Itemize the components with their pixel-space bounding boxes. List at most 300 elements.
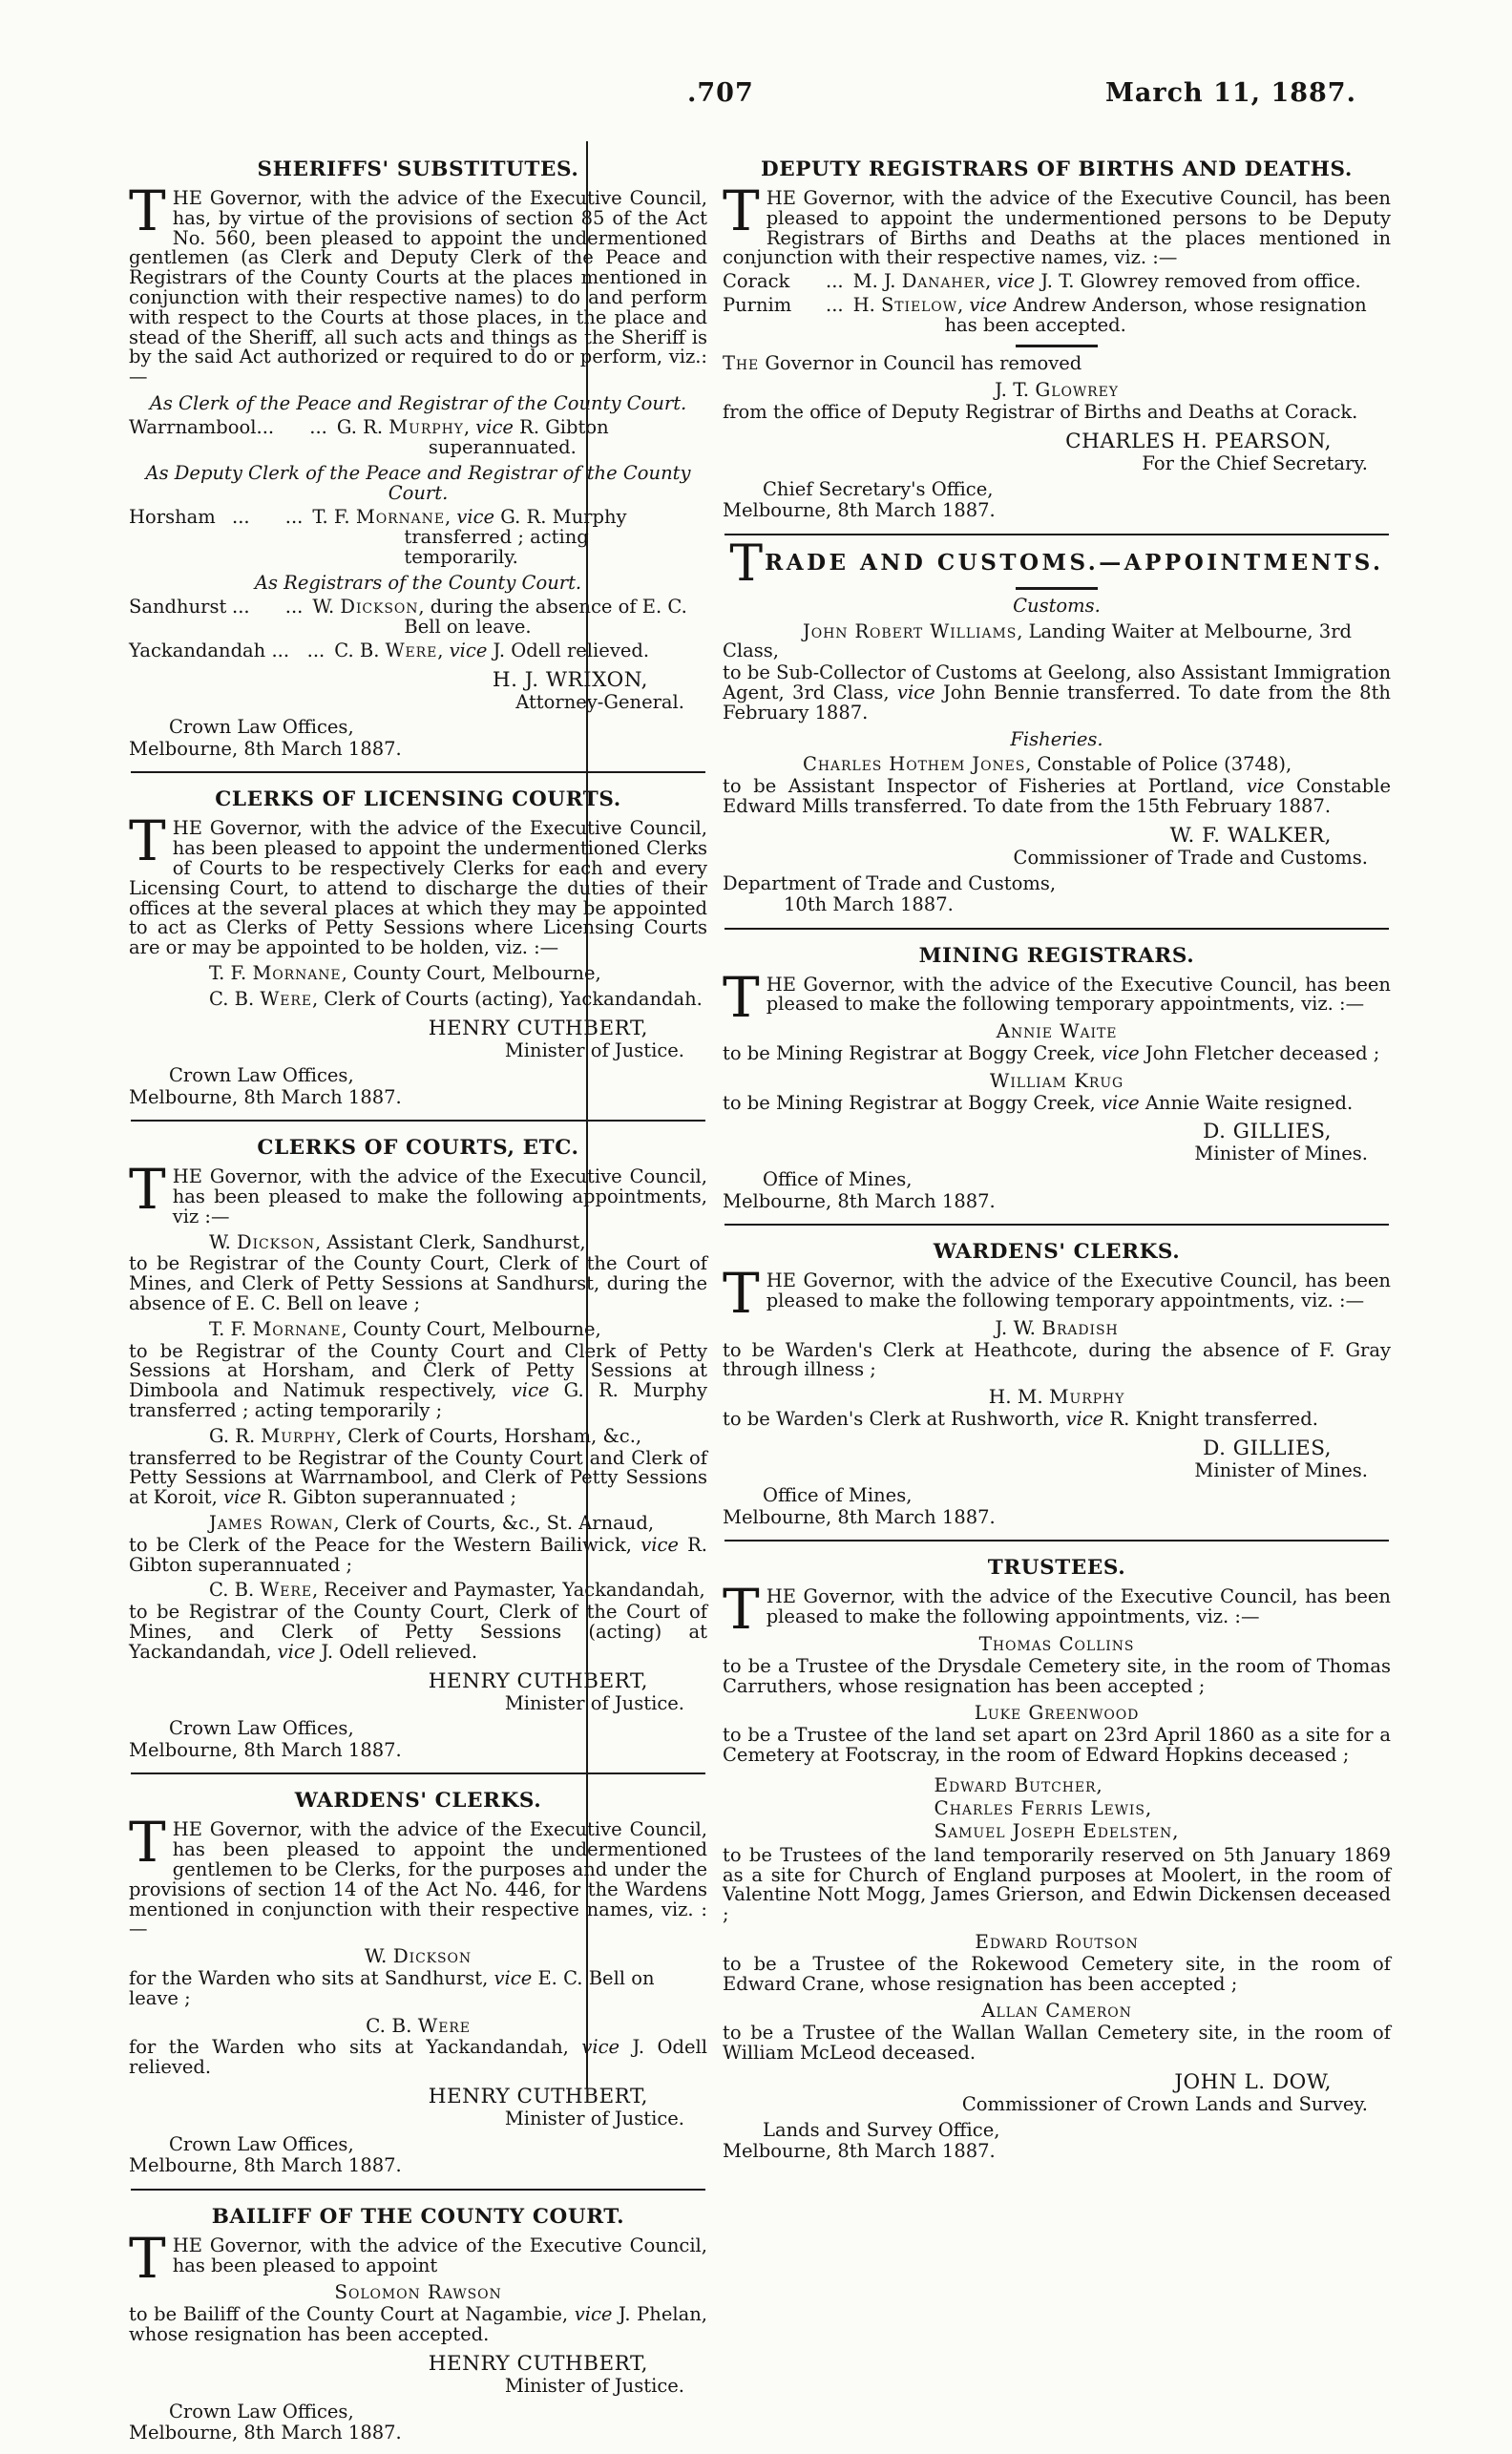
latin-vice: vice: [475, 415, 514, 438]
office-dateline-line: Crown Law Offices,: [169, 1717, 354, 1740]
signature-title: Commissioner of Trade and Customs.: [1013, 846, 1368, 869]
sub-heading: Fisheries.: [1010, 727, 1103, 750]
appointee-name: [723, 1315, 1391, 1339]
appointee-name: Samuel Joseph Edelsten,: [934, 1818, 1180, 1842]
notice-paragraph: [723, 1407, 1391, 1430]
office-dateline-line: Melbourne, 8th March 1887.: [129, 1085, 402, 1108]
office-dateline: [129, 2402, 707, 2444]
appointee-name: [723, 1634, 1391, 1654]
section-heading: CLERKS OF COURTS, ETC.: [257, 1136, 579, 1161]
signature-name: JOHN L. DOW,: [1174, 2069, 1332, 2094]
text-run: T. F.: [209, 1317, 253, 1340]
big-initial-letter: T: [729, 535, 764, 593]
notice-paragraph: [129, 1514, 707, 1534]
office-dateline-line: Crown Law Offices,: [169, 716, 354, 739]
text-run: Governor in Council has removed: [759, 351, 1082, 374]
signature-title: Attorney-General.: [515, 690, 684, 713]
notice-paragraph: [723, 777, 1391, 817]
text-run: Glowrey: [1035, 378, 1119, 402]
drop-cap-letter: T: [129, 2225, 166, 2291]
notice-paragraph: [723, 619, 1391, 662]
text-run: John Fletcher deceased ;: [1139, 1041, 1380, 1064]
latin-vice: vice: [449, 639, 488, 661]
office-dateline-line: Crown Law Offices,: [169, 2400, 354, 2423]
text-run: T. F.: [312, 505, 356, 528]
text-run: R. Gibton superannuated ;: [261, 1486, 517, 1509]
latin-vice: vice: [969, 293, 1008, 316]
notice-paragraph: [723, 2024, 1391, 2064]
text-run: for the Warden who sits at Sandhurst,: [129, 1967, 494, 1989]
big-section-heading: [723, 535, 1391, 593]
drop-cap-letter: T: [129, 808, 166, 874]
text-run: to be a Trustee of the Rokewood Cemetery site, in the room of Edward Crane, whose resignation has been accepted ;: [723, 1952, 1391, 1995]
notice-section-wardens-clerks-right: [723, 1240, 1391, 1542]
signature-title: Minister of Justice.: [504, 1691, 684, 1714]
notice-paragraph: [129, 1317, 707, 1340]
leader-dots: ... ...: [265, 639, 326, 661]
appointment-entry: [129, 641, 707, 661]
notice-section-trade-and-customs-appointments: [723, 535, 1391, 930]
latin-vice: vice: [494, 1967, 533, 1989]
notice-paragraph: [129, 1339, 707, 1422]
entry-text: [853, 272, 1391, 292]
latin-vice: vice: [997, 270, 1036, 293]
appointee-name: [723, 1021, 1391, 1041]
office-dateline: [723, 2120, 1391, 2163]
text-run: G. R. Murphy transferred ; acting temporarily ;: [129, 1379, 707, 1422]
big-heading-text: RADE AND CUSTOMS.—APPOINTMENTS.: [765, 549, 1384, 576]
notice-paragraph: [129, 1424, 707, 1447]
text-run: Thomas Collins: [978, 1632, 1135, 1656]
text-run: G. R.: [336, 415, 389, 438]
short-divider-rule: [1016, 587, 1098, 590]
text-run: , Constable of Police (3748),: [1025, 753, 1292, 776]
text-run: Stielow: [881, 293, 957, 316]
appointee-name: [723, 380, 1391, 400]
notice-paragraph: [129, 1603, 707, 1662]
sub-heading: As Clerk of the Peace and Registrar of the County Court.: [149, 391, 687, 414]
text-run: Bradish: [1041, 1315, 1119, 1339]
latin-vice: vice: [1065, 1407, 1104, 1430]
latin-vice: vice: [222, 1486, 262, 1509]
signature-title: Minister of Mines.: [1194, 1143, 1368, 1165]
text-run: ,: [444, 505, 457, 528]
notice-paragraph: [129, 1230, 707, 1253]
office-dateline: [723, 479, 1391, 522]
text-run: HE Governor, with the advice of the Executive Council, has been pleased to make the following temporary appointments, viz. :—: [766, 973, 1391, 1016]
notice-paragraph: [723, 755, 1391, 775]
notice-paragraph: [129, 1533, 707, 1576]
text-run: ,: [437, 639, 450, 661]
text-run: Were: [385, 639, 438, 661]
signature-title: Minister of Justice.: [504, 2107, 684, 2129]
appointee-name: [129, 1946, 707, 1966]
office-dateline: [723, 1485, 1391, 1528]
text-run: to be Sub-Collector of Customs at Geelong, also Assistant Immigration Agent, 3rd Class,: [723, 661, 1391, 703]
notice-paragraph: [723, 663, 1391, 723]
text-run: J. T.: [995, 378, 1036, 402]
text-run: R. Knight transferred.: [1103, 1407, 1318, 1430]
text-run: Solomon Rawson: [334, 2280, 502, 2304]
signature-name: HENRY CUTHBERT,: [428, 1016, 648, 1040]
signature-block: [723, 2070, 1391, 2115]
entry-text: [312, 598, 707, 638]
text-run: ,: [956, 293, 970, 316]
text-run: for the Warden who sits at Yackandandah,: [129, 2036, 582, 2059]
signature-title: Minister of Justice.: [504, 1038, 684, 1061]
appointee-name: [723, 2001, 1391, 2021]
office-dateline-line: Department of Trade and Customs,: [723, 871, 1057, 894]
drop-cap-letter: T: [723, 1577, 760, 1643]
section-divider-rule: [131, 771, 705, 773]
leader-dots: ... ...: [232, 505, 304, 528]
page-header: [0, 78, 1512, 122]
office-dateline-line: Melbourne, 8th March 1887.: [723, 2140, 996, 2163]
text-run: H.: [852, 293, 882, 316]
text-run: C. B.: [209, 987, 261, 1010]
notice-paragraph: [723, 1654, 1391, 1697]
leader-dots: ...: [826, 270, 844, 293]
text-run: The: [723, 351, 760, 374]
appointee-name: [723, 1932, 1391, 1952]
place-name: Yackandandah: [129, 639, 266, 661]
place-name: Sandhurst: [129, 596, 227, 619]
office-dateline-line: Melbourne, 8th March 1887.: [129, 1738, 402, 1761]
section-divider-rule: [724, 534, 1389, 535]
signature-block: [723, 430, 1391, 474]
text-run: to be Registrar of the County Court, Clerk of the Court of Mines, and Clerk of Petty Sessions (acting) at Yackandandah,: [129, 1601, 707, 1663]
sub-heading: As Registrars of the County Court.: [254, 572, 582, 595]
notice-paragraph: [723, 1726, 1391, 1766]
text-run: C. B.: [334, 639, 386, 661]
entry-text: [334, 641, 707, 661]
leader-dots: ...: [826, 293, 844, 316]
notice-paragraph: [723, 964, 1391, 1030]
text-run: , Landing Waiter at Melbourne, 3rd Class,: [723, 619, 1352, 662]
signature-title: For the Chief Secretary.: [1142, 451, 1368, 474]
text-run: to be Trustees of the land temporarily reserved on 5th January 1869 as a site for Church of England purposes at Moolert, in the room of Valentine Nott Mogg, James Grierson, and Edwin Dickensen deceased ;: [723, 1843, 1391, 1926]
notice-paragraph: [723, 1843, 1391, 1926]
text-run: , County Court, Melbourne,: [341, 1317, 601, 1340]
text-run: , during the absence of E. C. Bell on leave.: [404, 596, 687, 638]
office-dateline-line: Office of Mines,: [763, 1168, 913, 1191]
notice-paragraph: [129, 1446, 707, 1509]
text-run: from the office of Deputy Registrar of Births and Deaths at Corack.: [723, 401, 1358, 424]
notice-paragraph: [129, 1254, 707, 1313]
text-run: Dickson: [237, 1230, 315, 1253]
section-divider-rule: [724, 928, 1389, 930]
text-run: , Clerk of Courts (acting), Yackandandah.: [311, 987, 703, 1010]
office-dateline-line: Melbourne, 8th March 1887.: [723, 1189, 996, 1212]
section-heading: BAILIFF OF THE COUNTY COURT.: [211, 2204, 625, 2229]
notice-section-clerks-of-licensing-courts: [129, 787, 707, 1122]
leader-dots: ... ...: [232, 596, 304, 619]
sub-heading: Customs.: [1013, 594, 1101, 617]
entry-text: [852, 293, 1391, 336]
office-dateline-line: Melbourne, 8th March 1887.: [129, 737, 402, 760]
text-run: Charles Hothem Jones: [803, 753, 1026, 776]
latin-vice: vice: [574, 2303, 613, 2326]
office-dateline: [723, 873, 1391, 916]
text-run: John Bennie transferred. To date from the 8th February 1887.: [723, 681, 1391, 724]
text-run: to be Mining Registrar at Boggy Creek,: [723, 1091, 1102, 1114]
text-run: J. Odell relieved.: [315, 1640, 478, 1663]
text-run: Annie Waite resigned.: [1139, 1091, 1354, 1114]
signature-name: HENRY CUTHBERT,: [428, 2084, 648, 2108]
text-run: James Rowan: [209, 1512, 334, 1535]
section-heading: TRUSTEES.: [987, 1556, 1126, 1581]
latin-vice: vice: [581, 2036, 620, 2059]
text-run: C. B.: [209, 1579, 261, 1602]
text-run: W.: [312, 596, 341, 619]
text-run: HE Governor, with the advice of the Executive Council, has been pleased to make the following appointments, viz. :—: [766, 1585, 1391, 1628]
page-date: March 11, 1887.: [1105, 78, 1356, 108]
signature-title: Commissioner of Crown Lands and Survey.: [961, 2092, 1368, 2115]
text-run: Edward Routson: [975, 1930, 1139, 1954]
text-run: to be Clerk of the Peace for the Western Bailiwick,: [129, 1533, 641, 1556]
text-run: to be a Trustee of the Wallan Wallan Cemetery site, in the room of William McLeod deceased.: [723, 2022, 1391, 2065]
signature-name: D. GILLIES,: [1203, 1120, 1332, 1144]
text-run: HE Governor, with the advice of the Executive Council, has been pleased to appoint the undermentioned persons to be Deputy Registrars of Births and Deaths at the places mentioned in conjunction with their respective names, viz. :—: [723, 187, 1391, 269]
drop-cap-letter: T: [129, 1157, 166, 1223]
text-run: to be Mining Registrar at Boggy Creek,: [723, 1041, 1102, 1064]
latin-vice: vice: [640, 1533, 679, 1556]
text-run: C. B.: [366, 2013, 418, 2037]
place-name: Warrnambool: [129, 415, 257, 438]
notice-paragraph: [129, 808, 707, 959]
text-run: Dickson: [340, 596, 419, 619]
text-run: Danaher: [901, 270, 986, 293]
signature-block: [129, 2085, 707, 2129]
left-column: [129, 143, 707, 2454]
sub-heading: As Deputy Clerk of the Peace and Registrar of the County Court.: [145, 462, 691, 505]
leader-dots: ... ...: [256, 415, 327, 438]
drop-cap-letter: T: [129, 1810, 166, 1876]
drop-cap-letter: T: [723, 1261, 760, 1327]
text-run: G. R.: [209, 1424, 262, 1447]
text-run: , Clerk of Courts, Horsham, &c.,: [335, 1424, 642, 1447]
text-run: Were: [260, 987, 312, 1010]
signature-block: [723, 1120, 1391, 1164]
latin-vice: vice: [277, 1640, 316, 1663]
place-name: Horsham: [129, 505, 216, 528]
latin-vice: vice: [1101, 1041, 1140, 1064]
notice-paragraph: [723, 1577, 1391, 1643]
latin-vice: vice: [896, 681, 935, 703]
notice-paragraph: [723, 351, 1391, 374]
section-divider-rule: [724, 1540, 1389, 1542]
text-run: Luke Greenwood: [974, 1701, 1140, 1725]
text-run: to be Registrar of the County Court, Clerk of the Court of Mines, and Clerk of Petty Sessions at Sandhurst, during the absence of E. C. Bell on leave ;: [129, 1252, 707, 1315]
text-run: John Robert Williams: [803, 619, 1018, 642]
signature-name: D. GILLIES,: [1203, 1436, 1332, 1460]
office-dateline-line: Crown Law Offices,: [169, 2132, 354, 2155]
notice-paragraph: [129, 2305, 707, 2345]
notice-paragraph: [129, 1581, 707, 1601]
short-divider-rule: [1016, 345, 1098, 347]
notice-paragraph: [129, 2225, 707, 2291]
appointment-entry: [723, 293, 1391, 336]
section-divider-rule: [724, 1224, 1389, 1226]
text-run: HE Governor, with the advice of the Executive Council, has been pleased to make the following temporary appointments, viz. :—: [766, 1269, 1391, 1311]
text-run: Mornane: [252, 1317, 342, 1340]
text-run: William Krug: [989, 1068, 1124, 1092]
text-run: R. Gibton superannuated ;: [129, 1533, 707, 1576]
notice-paragraph: [129, 2038, 707, 2078]
office-dateline-line: Lands and Survey Office,: [763, 2118, 1000, 2141]
section-heading: CLERKS OF LICENSING COURTS.: [215, 787, 621, 812]
text-run: E. C. Bell on leave ;: [129, 1967, 655, 2009]
text-run: to be a Trustee of the land set apart on 23rd April 1860 as a site for a Cemetery at Footscray, in the room of Edward Hopkins deceased ;: [723, 1724, 1391, 1767]
entry-text: [336, 415, 707, 458]
text-run: to be Warden's Clerk at Heathcote, during the absence of F. Gray through illness ;: [723, 1338, 1391, 1381]
section-heading: DEPUTY REGISTRARS OF BIRTHS AND DEATHS.: [761, 157, 1353, 181]
signature-block: [723, 1437, 1391, 1481]
office-dateline-line: Melbourne, 8th March 1887.: [723, 1505, 996, 1528]
signature-title: Minister of Justice.: [504, 2374, 684, 2397]
text-run: Mornane: [355, 505, 445, 528]
drop-cap-letter: T: [723, 964, 760, 1030]
text-run: Constable Edward Mills transferred. To date from the 15th February 1887.: [723, 775, 1391, 817]
right-column: [723, 143, 1391, 2172]
notice-paragraph: [723, 1041, 1391, 1064]
section-heading: WARDENS' CLERKS.: [294, 1789, 542, 1814]
office-dateline-line: 10th March 1887.: [784, 893, 954, 916]
text-run: , County Court, Melbourne,: [341, 961, 601, 984]
signature-name: HENRY CUTHBERT,: [428, 2351, 648, 2376]
latin-vice: vice: [456, 505, 495, 528]
text-run: Murphy: [388, 415, 464, 438]
signature-name: H. J. WRIXON,: [492, 667, 648, 692]
appointment-entry: [723, 272, 1391, 292]
place-name: Purnim: [723, 293, 792, 316]
appointment-entry: [129, 598, 707, 638]
text-run: to be Registrar of the County Court and Clerk of Petty Sessions at Horsham, and Clerk of Petty Sessions at Dimboola and Natimuk respectively,: [129, 1339, 707, 1402]
text-run: ,: [463, 415, 476, 438]
appointee-name: [129, 2013, 707, 2037]
page-number: .707: [687, 78, 754, 108]
text-run: Andrew Anderson, whose resignation has been accepted.: [944, 293, 1367, 336]
text-run: , Receiver and Paymaster, Yackandandah,: [311, 1579, 705, 1602]
place-name: Corack: [723, 270, 790, 293]
entry-text: [312, 505, 707, 568]
notice-section-sheriffs-substitutes: [129, 157, 707, 773]
appointee-name: Charles Ferris Lewis,: [934, 1795, 1153, 1819]
appointment-entry: [129, 505, 707, 568]
notice-paragraph: [129, 961, 707, 984]
signature-block: [129, 1017, 707, 1061]
text-run: HE Governor, with the advice of the Executive Council, has been pleased to appoint the undermentioned Clerks of Courts to be respectively Clerks for each and every Licensing Court, to attend to discharge the duties of their offices at the several places at which they may be appointed to act as Clerks of Petty Sessions where Licensing Courts are or may be appointed to be holden, viz. :—: [129, 817, 707, 959]
text-run: Annie Waite: [996, 1019, 1118, 1043]
signature-block: [129, 2352, 707, 2397]
notice-section-bailiff-of-the-county-court: [129, 2205, 707, 2444]
appointee-name: Edward Butcher,: [934, 1772, 1103, 1796]
text-run: G. R. Murphy transferred ; acting temporarily.: [404, 505, 627, 568]
office-dateline-line: Melbourne, 8th March 1887.: [129, 2422, 402, 2444]
text-run: Allan Cameron: [981, 1999, 1132, 2023]
office-dateline: [723, 1169, 1391, 1212]
notice-paragraph: [129, 1969, 707, 2009]
signature-title: Minister of Mines.: [1194, 1458, 1368, 1481]
drop-cap-letter: T: [129, 178, 166, 243]
text-run: W.: [209, 1230, 238, 1253]
text-run: Murphy: [1049, 1385, 1125, 1409]
text-run: , Assistant Clerk, Sandhurst,: [315, 1230, 586, 1253]
appointee-names: [723, 1773, 1391, 1842]
text-run: M. J.: [852, 270, 902, 293]
text-run: to be a Trustee of the Drysdale Cemetery site, in the room of Thomas Carruthers, whose resignation has been accepted ;: [723, 1654, 1391, 1697]
text-run: Dickson: [392, 1944, 472, 1968]
notice-paragraph: [723, 1952, 1391, 1995]
office-dateline-line: Melbourne, 8th March 1887.: [723, 499, 996, 522]
text-run: J. Phelan, whose resignation has been accepted.: [129, 2303, 707, 2345]
notice-paragraph: [723, 1338, 1391, 1381]
signature-block: [723, 824, 1391, 869]
notice-paragraph: [129, 987, 707, 1010]
text-run: to be Bailiff of the County Court at Nagambie,: [129, 2303, 575, 2326]
text-run: Murphy: [261, 1424, 336, 1447]
appointee-name: [723, 1068, 1391, 1092]
appointee-name: [723, 1703, 1391, 1723]
text-run: J. W.: [995, 1315, 1042, 1339]
gazette-columns: [129, 143, 1403, 2454]
section-divider-rule: [131, 1120, 705, 1122]
appointee-name: [723, 1387, 1391, 1407]
text-run: to be Assistant Inspector of Fisheries at Portland,: [723, 775, 1247, 798]
latin-vice: vice: [1246, 775, 1285, 798]
text-run: HE Governor, with the advice of the Executive Council, has, by virtue of the provisions of section 85 of the Act No. 560, been pleased to appoint the undermentioned gentlemen (as Clerk and Deputy Clerk of the Peace and Registrars of the County Courts at the places mentioned in conjunction with their respective names) to do and perform with respect to the Courts at those places, in the place and stead of the Sheriff, all such acts and things as the Sheriff is by the said Act authorized or required to do or perform, viz.:—: [129, 187, 707, 388]
notice-paragraph: [723, 403, 1391, 423]
text-run: HE Governor, with the advice of the Executive Council, has been pleased to appoint the undermentioned gentlemen to be Clerks, for the purposes and under the provisions of section 14 of the Act No. 446, for the Wardens mentioned in conjunction with their respective names, viz. :—: [129, 1818, 707, 1940]
signature-name: CHARLES H. PEARSON,: [1065, 429, 1332, 453]
text-run: transferred to be Registrar of the County Court and Clerk of Petty Sessions at Warrnambool, and Clerk of Petty Sessions at Koroit,: [129, 1446, 707, 1509]
signature-name: HENRY CUTHBERT,: [428, 1668, 648, 1693]
signature-block: [129, 668, 707, 713]
notice-section-wardens-clerks-left: [129, 1789, 707, 2190]
notice-paragraph: [723, 178, 1391, 269]
text-run: J. T. Glowrey removed from office.: [1035, 270, 1361, 293]
notice-paragraph: [129, 1810, 707, 1940]
office-dateline: [129, 1065, 707, 1108]
office-dateline-line: Chief Secretary's Office,: [763, 477, 994, 500]
text-run: Were: [417, 2013, 471, 2037]
section-heading: WARDENS' CLERKS.: [933, 1240, 1181, 1265]
office-dateline: [129, 2134, 707, 2177]
notice-section-trustees: [723, 1556, 1391, 2162]
text-run: , Clerk of Courts, &c., St. Arnaud,: [333, 1512, 655, 1535]
office-dateline: [129, 1718, 707, 1761]
text-run: W.: [364, 1944, 393, 1968]
notice-section-clerks-of-courts-etc: [129, 1136, 707, 1774]
text-run: H. M.: [988, 1385, 1050, 1409]
text-run: HE Governor, with the advice of the Executive Council, has been pleased to appoint: [172, 2234, 707, 2276]
text-run: R. Gibton superannuated.: [428, 415, 609, 458]
appointee-name: [129, 2282, 707, 2302]
text-run: Mornane: [252, 961, 342, 984]
notice-section-deputy-registrars-births-deaths: [723, 157, 1391, 535]
text-run: HE Governor, with the advice of the Executive Council, has been pleased to make the following appointments, viz :—: [172, 1165, 707, 1227]
text-run: T. F.: [209, 961, 253, 984]
notice-section-mining-registrars: [723, 944, 1391, 1227]
section-heading: SHERIFFS' SUBSTITUTES.: [257, 157, 579, 181]
section-divider-rule: [131, 1772, 705, 1774]
text-run: ,: [985, 270, 998, 293]
office-dateline-line: Crown Law Offices,: [169, 1064, 354, 1087]
office-dateline-line: Melbourne, 8th March 1887.: [129, 2154, 402, 2177]
appointment-entry: [129, 415, 707, 458]
text-run: Were: [260, 1579, 312, 1602]
signature-block: [129, 1669, 707, 1714]
